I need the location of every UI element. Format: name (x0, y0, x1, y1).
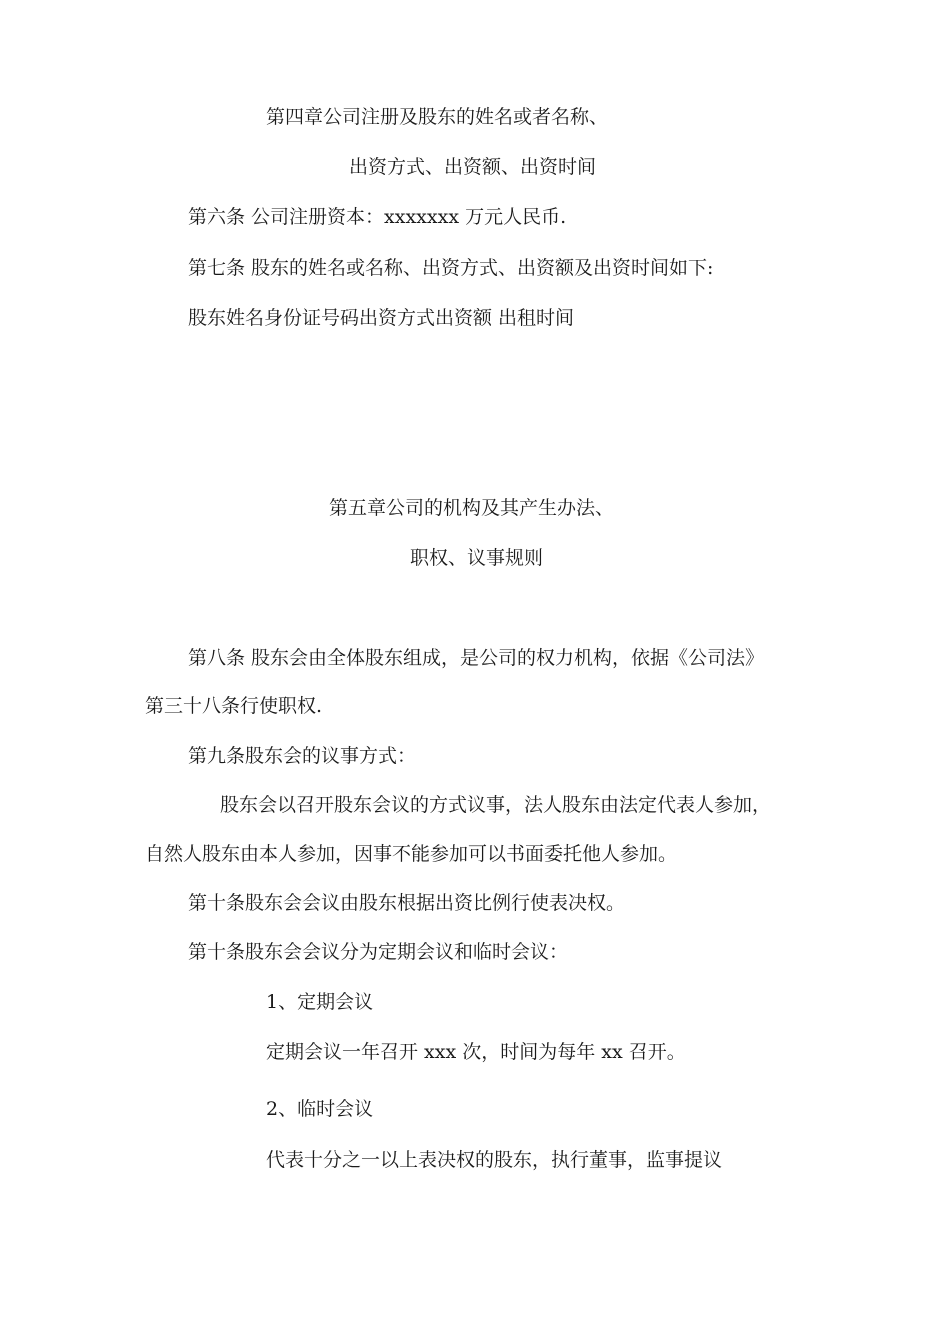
article-9-body-line1: 股东会以召开股东会议的方式议事，法人股东由法定代表人参加， (220, 794, 772, 816)
item-2-heading: 2、临时会议 (266, 1098, 374, 1120)
article-6: 第六条 公司注册资本：xxxxxxx 万元人民币. (188, 206, 567, 228)
article-9: 第九条股东会的议事方式： (188, 745, 417, 767)
article-8-line1: 第八条 股东会由全体股东组成，是公司的权力机构，依据《公司法》 (188, 647, 765, 669)
item-2-body: 代表十分之一以上表决权的股东，执行董事，监事提议 (266, 1149, 723, 1171)
chapter4-title-line2: 出资方式、出资额、出资时间 (349, 156, 597, 178)
shareholder-table-header: 股东姓名身份证号码出资方式出资额 出租时间 (188, 307, 575, 329)
chapter4-title-line1: 第四章公司注册及股东的姓名或者名称、 (266, 106, 609, 128)
item-1-heading: 1、定期会议 (266, 991, 374, 1013)
article-8-line2: 第三十八条行使职权. (145, 695, 323, 717)
article-9-body-line2: 自然人股东由本人参加，因事不能参加可以书面委托他人参加。 (145, 843, 678, 865)
chapter5-title-line1: 第五章公司的机构及其产生办法、 (329, 497, 615, 519)
article-7: 第七条 股东的姓名或名称、出资方式、出资额及出资时间如下: (188, 257, 714, 279)
item-1-body: 定期会议一年召开 xxx 次，时间为每年 xx 召开。 (266, 1041, 686, 1063)
article-10a: 第十条股东会会议由股东根据出资比例行使表决权。 (188, 892, 626, 914)
chapter5-title-line2: 职权、议事规则 (410, 547, 544, 569)
article-10b: 第十条股东会会议分为定期会议和临时会议： (188, 941, 569, 963)
